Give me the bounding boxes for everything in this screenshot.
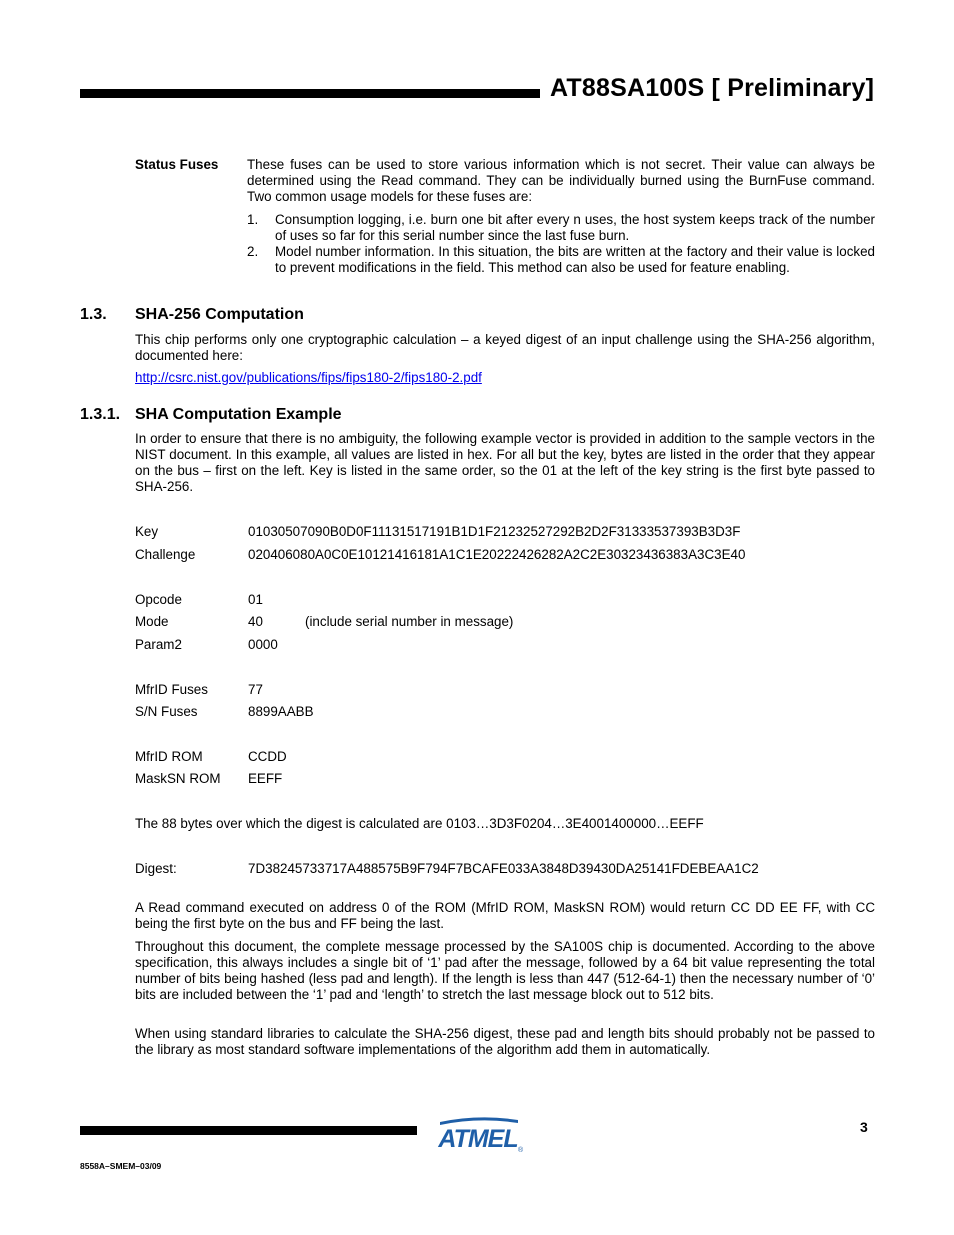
vector-label: Challenge — [135, 547, 196, 562]
nist-spec-link[interactable]: http://csrc.nist.gov/publications/fips/fips180-2/fips180-2.pdf — [135, 370, 482, 385]
digest-bytes-line: The 88 bytes over which the digest is calculated are 0103…3D3F0204…3E4001400000…EEFF — [135, 816, 704, 831]
vector-value: 01 — [248, 592, 263, 607]
vector-value: 01030507090B0D0F11131517191B1D1F21232527292B2D2F31333537393B3D3F — [248, 524, 741, 539]
svg-text:®: ® — [518, 1147, 524, 1154]
page-title: AT88SA100S [ Preliminary] — [550, 74, 875, 102]
vector-label: Mode — [135, 614, 169, 629]
vector-label: MfrID ROM — [135, 749, 203, 764]
vector-label: Opcode — [135, 592, 182, 607]
vector-label: MfrID Fuses — [135, 682, 208, 697]
list-item: Consumption logging, i.e. burn one bit after every n uses, the host system keeps track of the number of uses so far for this serial number since the last fuse burn. — [275, 212, 875, 243]
list-item: Model number information. In this situation, the bits are written at the factory and their value is locked to prevent modifications in the field. This method can also be used for feature enabling. — [275, 244, 875, 275]
header-rule — [80, 89, 540, 98]
svg-text:ATMEL: ATMEL — [438, 1125, 518, 1153]
paragraph: A Read command executed on address 0 of the ROM (MfrID ROM, MaskSN ROM) would return CC DD EE FF, with CC being the first byte on the bus and FF being the last. — [135, 900, 875, 931]
vector-value: 77 — [248, 682, 263, 697]
section-heading: SHA-256 Computation — [135, 306, 304, 323]
vector-label: Key — [135, 524, 159, 539]
subsection-number: 1.3.1. — [80, 406, 121, 423]
vector-value: 0000 — [248, 637, 278, 652]
status-fuses-text: These fuses can be used to store various information which is not secret. Their value can always be determined using the Read command. They can be individually burned using the BurnFuse command. Two common usage models for these fuses are: — [247, 157, 875, 204]
paragraph: Throughout this document, the complete message processed by the SA100S chip is documented. According to the above specification, this always includes a single bit of ‘1’ pad after the message, followed by a 64 bit value representing the total number of bits being hashed (less pad and length). If the length is less than 447 (512-64-1) then the necessary number of ‘0’ bits are included between the ‘1’ pad and ‘length’ to stretch the last message block out to 512 bits. — [135, 939, 875, 1002]
vector-value: CCDD — [248, 749, 287, 764]
section-number: 1.3. — [80, 306, 107, 323]
status-fuses-label: Status Fuses — [135, 157, 219, 172]
vector-value: 40 — [248, 614, 263, 629]
section-text: This chip performs only one cryptographic calculation – a keyed digest of an input challenge using the SHA-256 algorithm, documented here: — [135, 332, 875, 363]
page-number: 3 — [860, 1119, 868, 1135]
vector-note: (include serial number in message) — [305, 614, 514, 629]
vector-label: S/N Fuses — [135, 704, 198, 719]
vector-label: Param2 — [135, 637, 182, 652]
vector-value: 7D38245733717A488575B9F794F7BCAFE033A3848D39430DA25141FDEBEAA1C2 — [248, 861, 759, 876]
subsection-text: In order to ensure that there is no ambiguity, the following example vector is provided in addition to the sample vectors in the NIST document. In this example, all values are listed in hex. For all but the key, bytes are listed in the order that they appear on the bus – first on the left. Key is listed in the same order, so the 01 at the left of the key string is the first byte passed to SHA-256. — [135, 431, 875, 494]
vector-label: Digest: — [135, 861, 177, 876]
document-id: 8558A–SMEM–03/09 — [80, 1161, 162, 1171]
list-item-number: 2. — [247, 244, 259, 259]
vector-value: EEFF — [248, 771, 283, 786]
subsection-heading: SHA Computation Example — [135, 406, 342, 423]
footer-rule — [80, 1126, 417, 1135]
paragraph: When using standard libraries to calculate the SHA-256 digest, these pad and length bits should probably not be passed to the library as most standard software implementations of the algorithm add them in automatically. — [135, 1026, 875, 1057]
atmel-logo — [434, 1112, 524, 1159]
vector-value: 020406080A0C0E10121416181A1C1E20222426282A2C2E30323436383A3C3E40 — [248, 547, 746, 562]
list-item-number: 1. — [247, 212, 259, 227]
vector-label: MaskSN ROM — [135, 771, 221, 786]
vector-value: 8899AABB — [248, 704, 314, 719]
